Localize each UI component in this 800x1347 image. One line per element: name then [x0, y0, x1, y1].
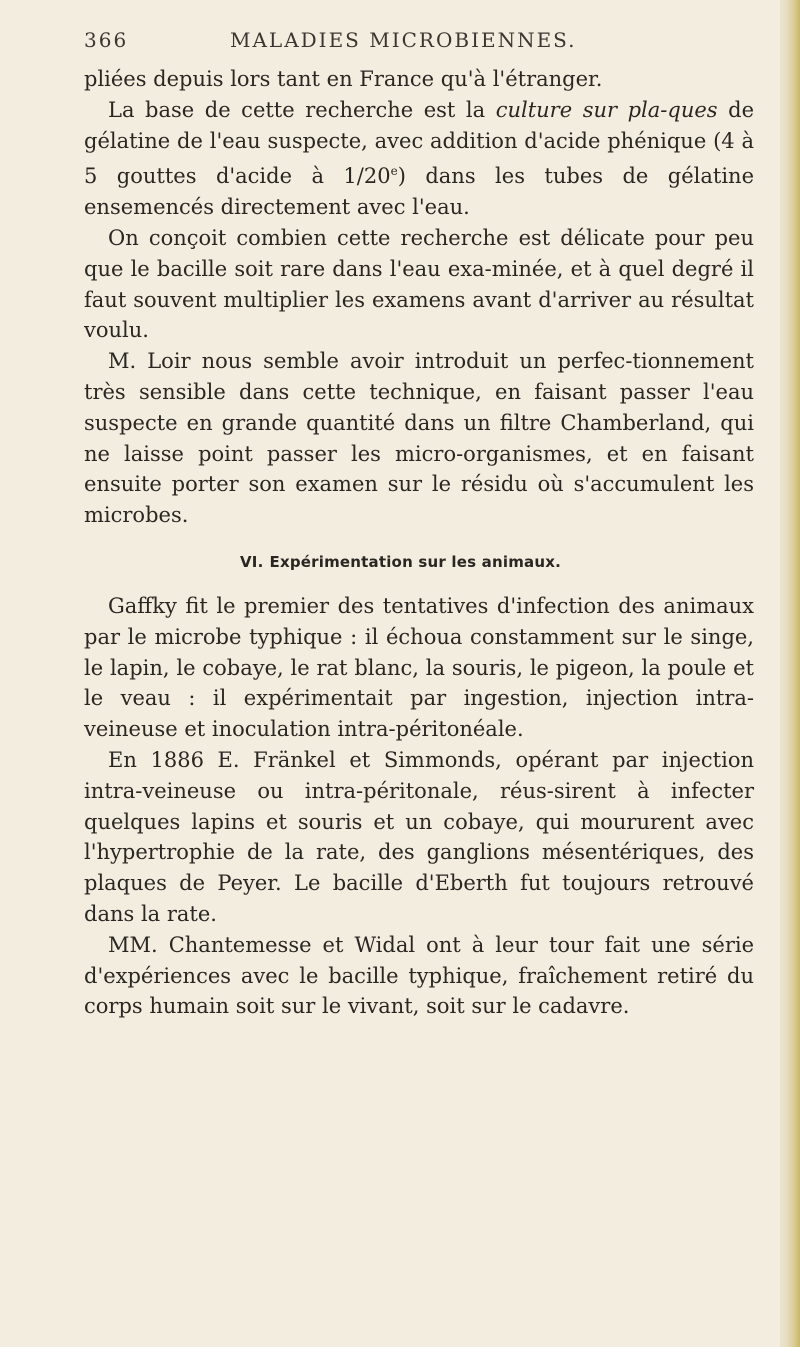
paragraph-4: M. Loir nous semble avoir introduit un perfec-tionnement très sensible dans cette technique, en faisant passer l'eau suspecte en grande quantité dans un filtre Chamberland, qui ne laisse point passer les micro-organismes, et en faisant ensuite porter son examen sur le résidu où s'accumulent les microbes.: [84, 349, 754, 528]
paragraph-2-superscript: e: [390, 164, 398, 179]
section-heading: [240, 553, 754, 571]
paragraph-1: pliées depuis lors tant en France qu'à l'étranger.: [84, 67, 603, 91]
paragraph-5: Gaffky fit le premier des tentatives d'infection des animaux par le microbe typhique : il échoua constamment sur le singe, le lapin, le cobaye, le rat blanc, la souris, le pigeon, la poule et le veau : il expérimentait par ingestion, injection intra-veineuse et inoculation intra-péritonéale.: [84, 593, 754, 742]
book-page: [84, 28, 754, 1022]
paragraph-2-emphasis: culture sur pla-ques: [495, 97, 718, 122]
paragraph-3: On conçoit combien cette recherche est délicate pour peu que le bacille soit rare dans l'eau exa-minée, et à quel degré il faut souvent multiplier les examens avant d'arriver au résultat voulu.: [84, 225, 754, 343]
page-header: [84, 28, 754, 64]
paragraph-2-text-a: La base de cette recherche est la: [108, 97, 496, 122]
section-number: VI.: [240, 552, 264, 571]
running-title: MALADIES MICROBIENNES.: [230, 28, 577, 52]
paragraph-2-text-c: ) dans les tubes de gélatine ensemencés directement avec l'eau.: [84, 164, 754, 220]
paragraph-6: En 1886 E. Fränkel et Simmonds, opérant par injection intra-veineuse ou intra-péritonale, réus-sirent à infecter quelques lapins et souris et un cobaye, qui moururent avec l'hypertrophie de la rate, des ganglions mésentériques, des plaques de Peyer. Le bacille d'Eberth fut toujours retrouvé dans la rate.: [84, 747, 754, 926]
paragraph-7: MM. Chantemesse et Widal ont à leur tour fait une série d'expériences avec le bacille typhique, fraîchement retiré du corps humain soit sur le vivant, soit sur le cadavre.: [84, 932, 754, 1019]
paragraph-2-text-b: de gélatine de l'eau suspecte, avec addition d'acide phénique (4 à 5 gouttes d'acide à 1/20: [84, 97, 754, 189]
page-edge-shadow: [780, 0, 800, 1347]
page-number: 366: [84, 28, 129, 52]
section-title-text: Expérimentation sur les animaux.: [269, 552, 562, 571]
paragraph-2: [84, 95, 754, 223]
